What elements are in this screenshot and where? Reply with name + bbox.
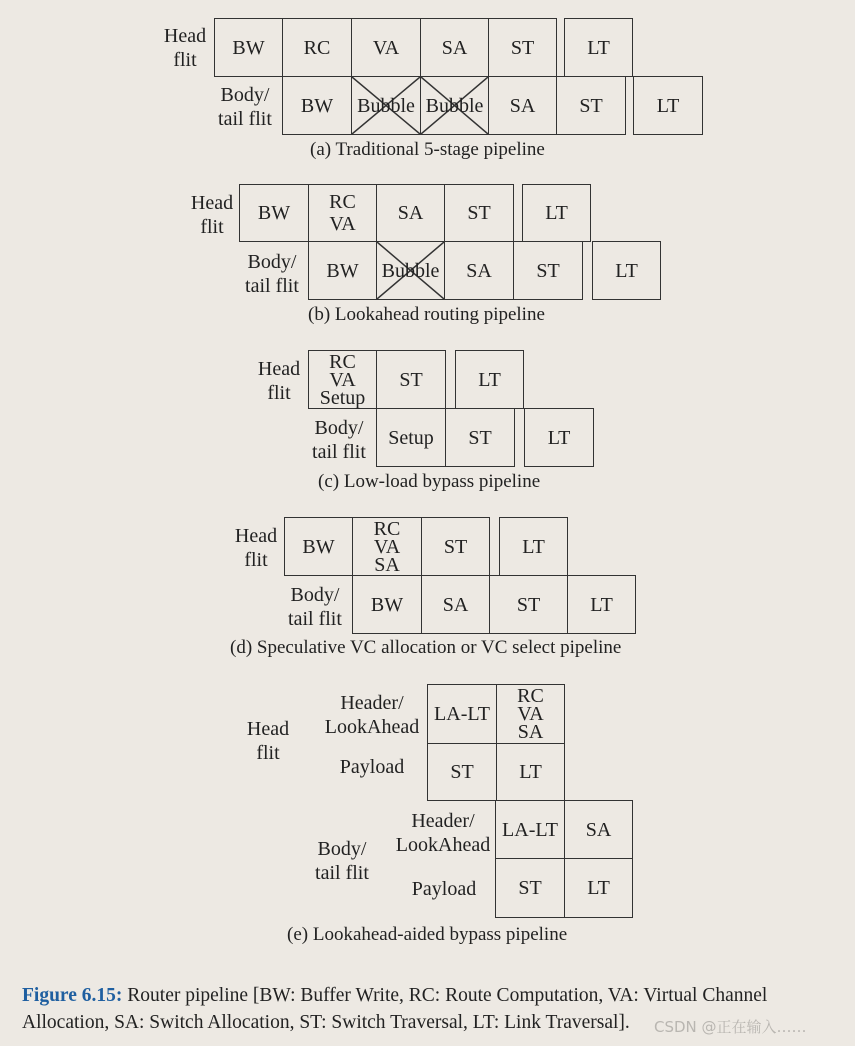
- stage-box: LT: [567, 575, 636, 634]
- stage-box: LT: [524, 408, 594, 467]
- stage-box: ST: [556, 76, 626, 135]
- stage-box: BW: [214, 18, 283, 77]
- stage-box: SA: [488, 76, 557, 135]
- stage-box: SA: [376, 184, 445, 242]
- diagram-caption: (c) Low-load bypass pipeline: [318, 471, 541, 492]
- diagram-caption: (b) Lookahead routing pipeline: [308, 304, 545, 325]
- bubble-stage-box: [376, 241, 445, 300]
- stage-box: RC VA SA: [352, 517, 422, 576]
- header-lookahead-label: Header/ LookAhead: [324, 692, 420, 738]
- stage-box: LT: [633, 76, 703, 135]
- stage-box: ST: [445, 408, 515, 467]
- stage-box: LT: [592, 241, 661, 300]
- stage-box: Setup: [376, 408, 446, 467]
- watermark: CSDN @正在输入……: [654, 1018, 807, 1036]
- body-flit-label: Body/ tail flit: [315, 838, 369, 884]
- stage-box: LT: [499, 517, 568, 576]
- stage-box: LA-LT: [427, 684, 497, 744]
- stage-box: VA: [351, 18, 421, 77]
- body-flit-label: Body/ tail flit: [245, 251, 299, 297]
- bubble-label: Bubble: [425, 94, 484, 117]
- stage-box: LT: [522, 184, 591, 242]
- payload-label: Payload: [339, 756, 405, 778]
- stage-box: BW: [282, 76, 352, 135]
- stage-box: ST: [513, 241, 583, 300]
- stage-box: ST: [444, 184, 514, 242]
- stage-box: ST: [427, 743, 497, 801]
- stage-box: SA: [420, 18, 489, 77]
- stage-box: RC VA: [308, 184, 377, 242]
- stage-box: ST: [376, 350, 446, 409]
- body-flit-label: Body/ tail flit: [218, 84, 272, 130]
- payload-label: Payload: [411, 878, 477, 900]
- diagram-caption: (e) Lookahead-aided bypass pipeline: [287, 924, 568, 945]
- stage-box: SA: [444, 241, 514, 300]
- header-lookahead-label: Header/ LookAhead: [395, 810, 491, 856]
- head-flit-label: Head flit: [190, 192, 234, 238]
- bubble-stage-box: [351, 76, 421, 135]
- stage-box: LA-LT: [495, 800, 565, 859]
- bubble-label: Bubble: [381, 259, 440, 282]
- head-flit-label: Head flit: [163, 25, 207, 71]
- stage-box: ST: [489, 575, 568, 634]
- diagram-caption: (a) Traditional 5-stage pipeline: [310, 139, 545, 160]
- stage-box: RC: [282, 18, 352, 77]
- stage-box: BW: [352, 575, 422, 634]
- stage-box: LT: [496, 743, 565, 801]
- stage-box: BW: [308, 241, 377, 300]
- bubble-label: Bubble: [357, 94, 415, 117]
- stage-box: ST: [495, 858, 565, 918]
- stage-box: ST: [488, 18, 557, 77]
- stage-box: LT: [564, 18, 633, 77]
- figure-caption-text: Router pipeline [BW: Buffer Write, RC: Route Computation, VA: Virtual Channel Allocation, SA: Switch Allocation, ST: Switch Traversal, LT: Link Traversal].: [22, 985, 768, 1033]
- body-flit-label: Body/ tail flit: [312, 417, 366, 463]
- stage-box: LT: [564, 858, 633, 918]
- head-flit-label: Head flit: [246, 718, 290, 764]
- stage-box: ST: [421, 517, 490, 576]
- figure-number: Figure 6.15:: [22, 985, 123, 1006]
- head-flit-label: Head flit: [257, 358, 301, 404]
- stage-box: LT: [455, 350, 524, 409]
- diagram-caption: (d) Speculative VC allocation or VC select pipeline: [230, 637, 622, 658]
- stage-box: BW: [239, 184, 309, 242]
- stage-box: SA: [564, 800, 633, 859]
- stage-box: RC VA Setup: [308, 350, 377, 409]
- stage-box: BW: [284, 517, 353, 576]
- body-flit-label: Body/ tail flit: [288, 584, 342, 630]
- stage-box: SA: [421, 575, 490, 634]
- head-flit-label: Head flit: [234, 525, 278, 571]
- stage-box: RC VA SA: [496, 684, 565, 744]
- bubble-stage-box: [420, 76, 489, 135]
